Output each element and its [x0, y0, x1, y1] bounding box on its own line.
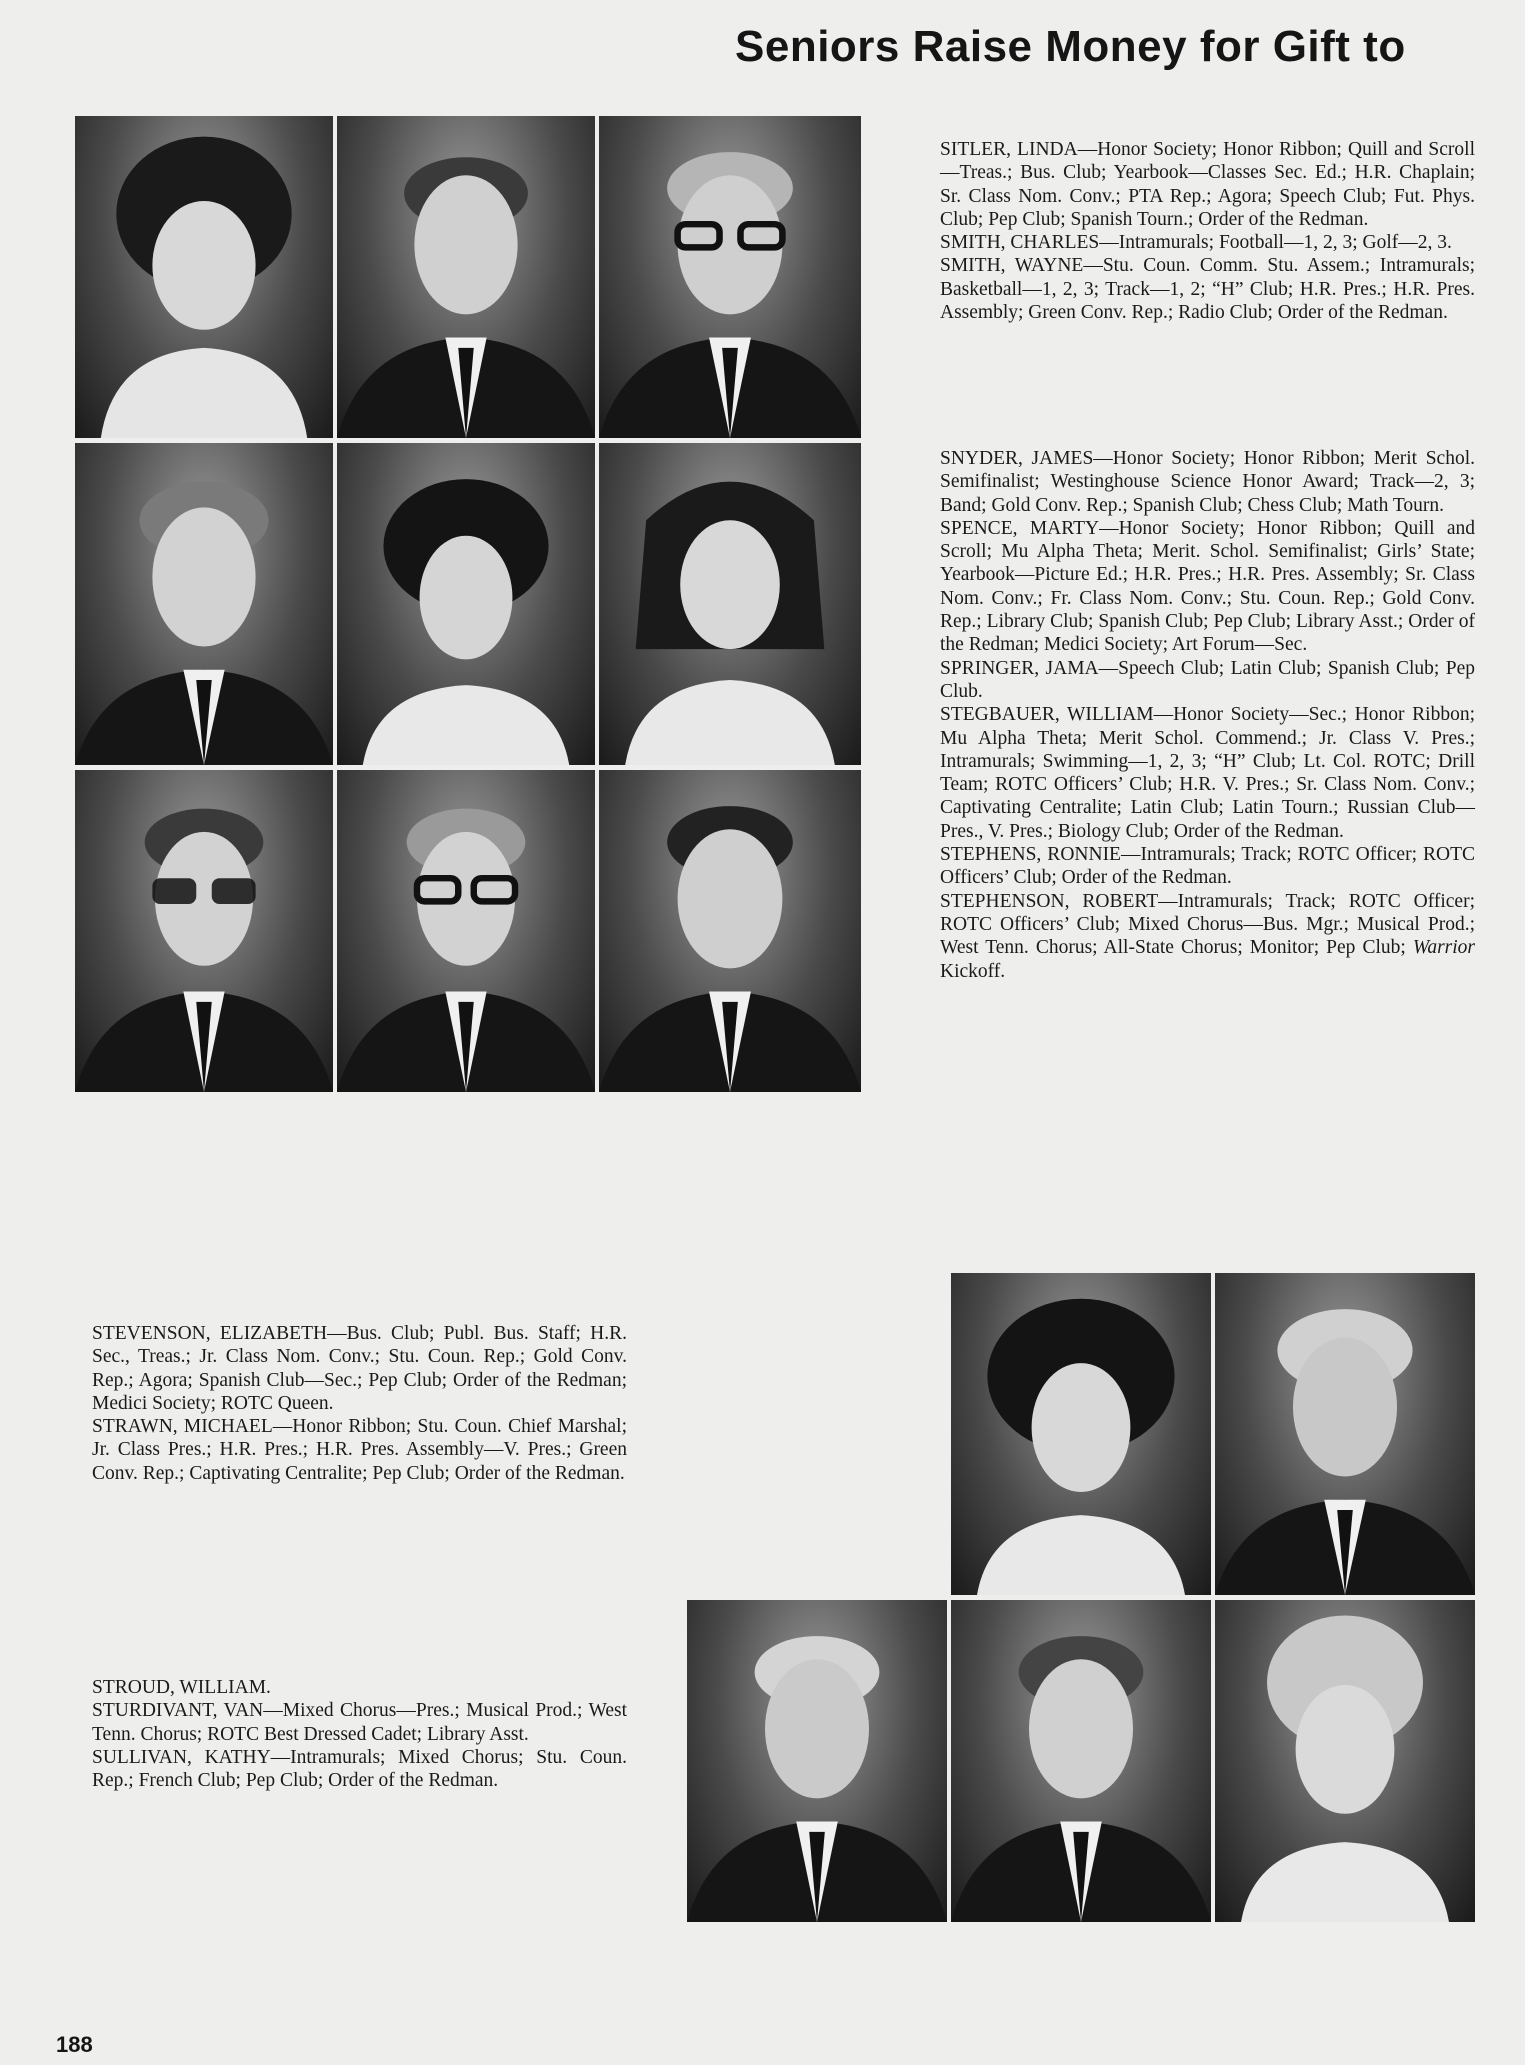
page-title: Seniors Raise Money for Gift to: [735, 22, 1406, 71]
portrait-photo: [599, 770, 861, 1092]
senior-bios-top: [940, 138, 1475, 324]
portrait-photo: [1215, 1600, 1475, 1922]
senior-bios-lower-left: [92, 1322, 627, 1485]
senior-entry: STEVENSON, ELIZABETH—Bus. Club; Publ. Bus. Staff; H.R. Sec., Treas.; Jr. Class Nom. Conv.; Stu. Coun. Rep.; Gold Conv. Rep.; Agora; Spanish Club—Sec.; Pep Club; Order of the Redman; Medici Society; ROTC Queen.: [92, 1323, 627, 1414]
senior-entry: SPRINGER, JAMA—Speech Club; Latin Club; Spanish Club; Pep Club.: [940, 657, 1475, 702]
senior-entry: STEGBAUER, WILLIAM—Honor Society—Sec.; Honor Ribbon; Mu Alpha Theta; Merit Schol. Commend.; Jr. Class V. Pres.; Intramurals; Swimming—1, 2, 3; “H” Club; Lt. Col. ROTC; Drill Team; ROTC Officers’ Club; H.R. V. Pres.; Sr. Class Nom. Conv.; Captivating Centralite; Latin Club; Latin Tourn.; Russian Club—Pres., V. Pres.; Biology Club; Order of the Redman.: [940, 704, 1475, 842]
senior-entry: STEPHENS, RONNIE—Intramurals; Track; ROTC Officer; ROTC Officers’ Club; Order of the Redman.: [940, 844, 1475, 889]
senior-entry: SNYDER, JAMES—Honor Society; Honor Ribbon; Merit Schol. Semifinalist; Westinghouse Science Honor Award; Track—2, 3; Band; Gold Conv. Rep.; Spanish Club; Chess Club; Math Tourn.: [940, 448, 1475, 516]
senior-entry: SMITH, WAYNE—Stu. Coun. Comm. Stu. Assem.; Intramurals; Basketball—1, 2, 3; Track—1, 2; “H” Club; H.R. Pres.; H.R. Pres. Assembly; Green Conv. Rep.; Radio Club; Order of the Redman.: [940, 255, 1475, 324]
senior-entry: SULLIVAN, KATHY—Intramurals; Mixed Chorus; Stu. Coun. Rep.; French Club; Pep Club; Order of the Redman.: [92, 1746, 627, 1792]
senior-entry: SPENCE, MARTY—Honor Society; Honor Ribbon; Quill and Scroll; Mu Alpha Theta; Merit. Schol. Semifinalist; Girls’ State; Yearbook—Picture Ed.; H.R. Pres.; H.R. Pres. Assembly; Sr. Class Nom. Conv.; Fr. Class Nom. Conv.; Stu. Coun. Rep.; Gold Conv. Rep.; Library Club; Spanish Club; Pep Club; Library Asst.; Order of the Redman; Medici Society; Art Forum—Sec.: [940, 517, 1475, 656]
portrait-photo: [1215, 1273, 1475, 1595]
portrait-photo: [75, 770, 333, 1092]
senior-entry: STRAWN, MICHAEL—Honor Ribbon; Stu. Coun. Chief Marshal; Jr. Class Pres.; H.R. Pres.; H.R. Pres. Assembly—V. Pres.; Green Conv. Rep.; Captivating Centralite; Pep Club; Order of the Redman.: [92, 1416, 627, 1484]
senior-entry: STROUD, WILLIAM.: [92, 1677, 271, 1698]
portrait-photo: [75, 443, 333, 765]
portrait-photo: [599, 443, 861, 765]
portrait-photo: [951, 1600, 1211, 1922]
portrait-photo: [337, 770, 595, 1092]
entry-text: STEPHENSON, ROBERT—Intramurals; Track; ROTC Officer; ROTC Officers’ Club; Mixed Chorus—Bus. Mgr.; Musical Prod.; West Tenn. Chorus; All-State Chorus; Monitor; Pep Club;: [940, 890, 1475, 959]
page-number: 188: [56, 2032, 93, 2057]
senior-bios-middle: [940, 447, 1475, 983]
senior-bios-bottom-left: [92, 1676, 627, 1792]
portrait-photo: [337, 443, 595, 765]
senior-entry: [940, 890, 1475, 983]
portrait-photo: [337, 116, 595, 438]
portrait-photo: [951, 1273, 1211, 1595]
senior-entry: SMITH, CHARLES—Intramurals; Football—1, 2, 3; Golf—2, 3.: [940, 232, 1452, 254]
portrait-photo: [75, 116, 333, 438]
entry-tail-text: Kickoff.: [940, 960, 1006, 982]
senior-entry: SITLER, LINDA—Honor Society; Honor Ribbon; Quill and Scroll—Treas.; Bus. Club; Yearbook—Classes Sec. Ed.; H.R. Chaplain; Sr. Class Nom. Conv.; PTA Rep.; Agora; Speech Club; Fut. Phys. Club; Pep Club; Spanish Tourn.; Order of the Redman.: [940, 139, 1475, 230]
portrait-photo: [599, 116, 861, 438]
portrait-photo: [687, 1600, 947, 1922]
entry-italic-text: Warrior: [1412, 937, 1476, 959]
senior-entry: STURDIVANT, VAN—Mixed Chorus—Pres.; Musical Prod.; West Tenn. Chorus; ROTC Best Dressed Cadet; Library Asst.: [92, 1700, 627, 1745]
